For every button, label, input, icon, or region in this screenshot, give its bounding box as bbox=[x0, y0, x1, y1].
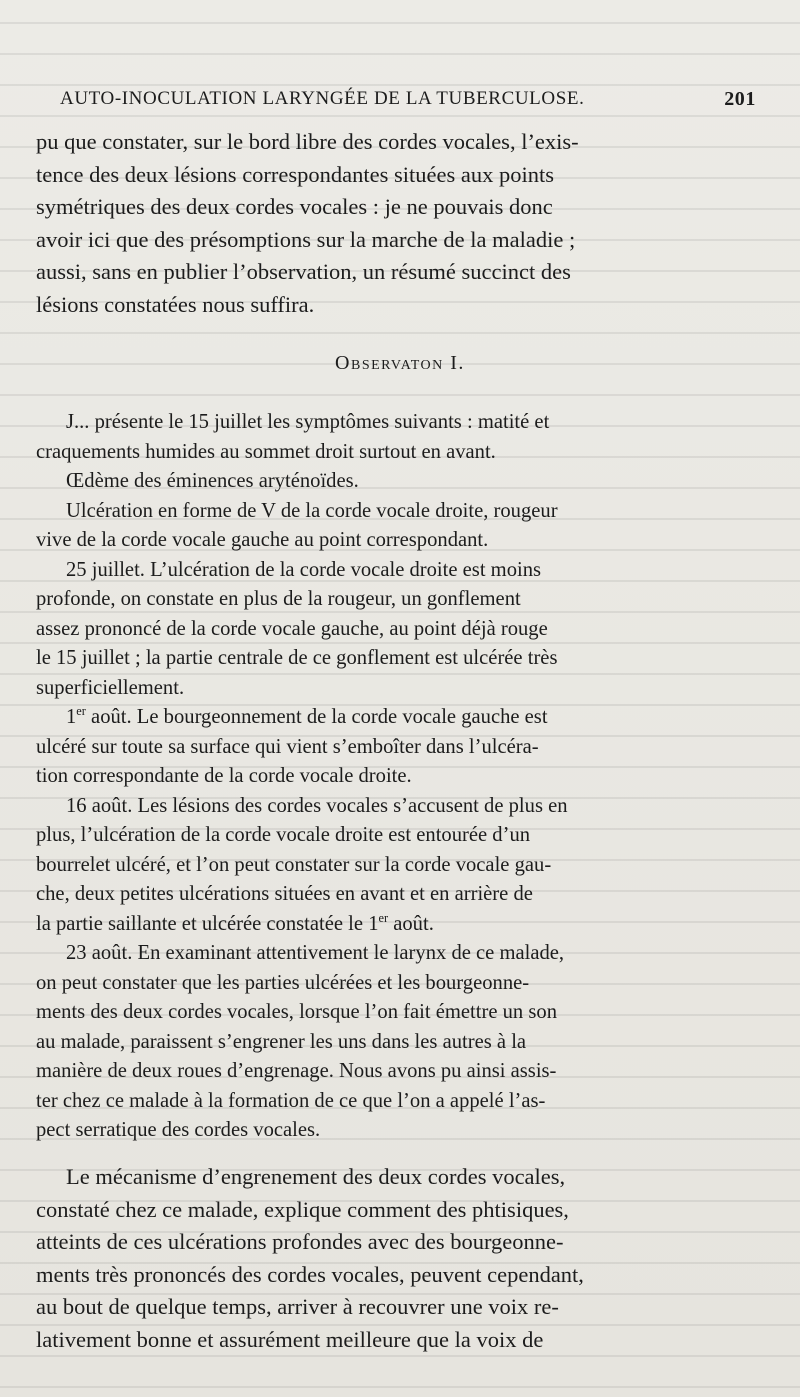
running-header bbox=[60, 88, 756, 111]
text-line: la partie saillante et ulcérée constatée le 1er août. bbox=[36, 910, 434, 935]
text-line: avoir ici que des présomptions sur la marche de la maladie ; bbox=[36, 226, 576, 252]
text-line: ulcéré sur toute sa surface qui vient s’emboîter dans l’ulcéra- bbox=[36, 735, 539, 758]
observation-heading: Observaton I. bbox=[335, 352, 465, 374]
text-line: Œdème des éminences aryténoïdes. bbox=[66, 470, 359, 492]
text-line: Ulcération en forme de V de la corde vocale droite, rougeur bbox=[66, 499, 558, 522]
text-line: J... présente le 15 juillet les symptômes suivants : matité et bbox=[66, 411, 550, 433]
text-line: ter chez ce malade à la formation de ce que l’on a appelé l’as- bbox=[36, 1089, 546, 1112]
conclusion-paragraph bbox=[36, 1161, 758, 1356]
text-line: che, deux petites ulcérations situées en avant et en arrière de bbox=[36, 883, 533, 905]
lead-paragraph bbox=[36, 126, 758, 321]
text-line: symétriques des deux cordes vocales : je ne pouvais donc bbox=[36, 194, 553, 219]
text-line: on peut constater que les parties ulcérées et les bourgeonne- bbox=[36, 971, 530, 994]
text-line: atteints de ces ulcérations profondes avec des bourgeonne- bbox=[36, 1229, 564, 1254]
text-line: lativement bonne et assurément meilleure que la voix de bbox=[36, 1326, 544, 1352]
text-line: manière de deux roues d’engrenage. Nous avons pu ainsi assis- bbox=[36, 1060, 557, 1082]
text-line: au bout de quelque temps, arriver à recouvrer une voix re- bbox=[36, 1294, 559, 1319]
observation-body bbox=[36, 408, 758, 1146]
text-line: ments des deux cordes vocales, lorsque l’on fait émettre un son bbox=[36, 1001, 557, 1023]
text-line: vive de la corde vocale gauche au point correspondant. bbox=[36, 529, 489, 551]
text-line: lésions constatées nous suffira. bbox=[36, 291, 315, 317]
text-line: 16 août. Les lésions des cordes vocales s’accusent de plus en bbox=[66, 794, 568, 817]
text-line: 25 juillet. L’ulcération de la corde vocale droite est moins bbox=[66, 558, 542, 581]
text-line: bourrelet ulcéré, et l’on peut constater sur la corde vocale gau- bbox=[36, 853, 552, 876]
text-line: assez prononcé de la corde vocale gauche, au point déjà rouge bbox=[36, 617, 548, 640]
running-title: AUTO-INOCULATION LARYNGÉE DE LA TUBERCULOSE. bbox=[60, 88, 585, 109]
text-line: constaté chez ce malade, explique comment des phtisiques, bbox=[36, 1196, 569, 1222]
text-line: 1er août. Le bourgeonnement de la corde vocale gauche est bbox=[66, 704, 548, 728]
text-line: au malade, paraissent s’engrener les uns dans les autres à la bbox=[36, 1030, 527, 1053]
text-line: pu que constater, sur le bord libre des cordes vocales, l’exis- bbox=[36, 129, 579, 154]
text-line: profonde, on constate en plus de la rougeur, un gonflement bbox=[36, 588, 521, 610]
page-number: 201 bbox=[724, 88, 756, 110]
text-line: superficiellement. bbox=[36, 676, 185, 699]
text-line: Le mécanisme d’engrenement des deux cordes vocales, bbox=[66, 1164, 566, 1189]
text-line: le 15 juillet ; la partie centrale de ce gonflement est ulcérée très bbox=[36, 647, 558, 669]
text-line: aussi, sans en publier l’observation, un résumé succinct des bbox=[36, 259, 571, 284]
text-line: plus, l’ulcération de la corde vocale droite est entourée d’un bbox=[36, 824, 531, 846]
text-line: ments très prononcés des cordes vocales, peuvent cependant, bbox=[36, 1261, 584, 1287]
text-line: tence des deux lésions correspondantes situées aux points bbox=[36, 161, 554, 187]
text-line: tion correspondante de la corde vocale droite. bbox=[36, 765, 412, 787]
text-line: pect serratique des cordes vocales. bbox=[36, 1119, 321, 1141]
text-line: 23 août. En examinant attentivement le larynx de ce malade, bbox=[66, 942, 565, 964]
text-line: craquements humides au sommet droit surtout en avant. bbox=[36, 440, 496, 463]
